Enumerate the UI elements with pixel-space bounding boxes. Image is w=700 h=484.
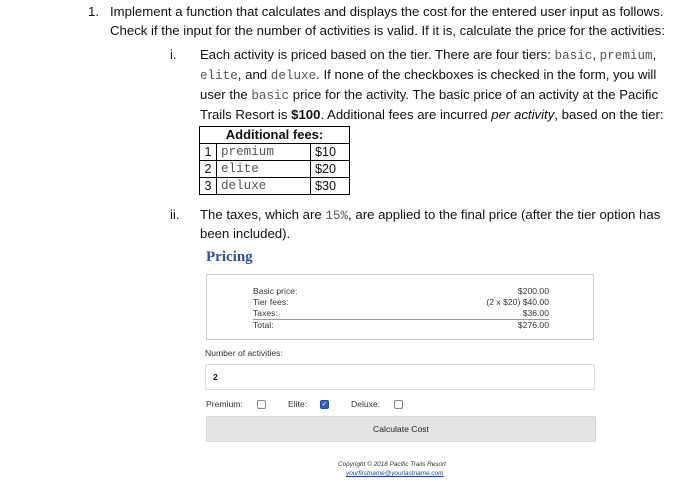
tier-basic-code: basic [251, 89, 290, 103]
item-i-text: , based on the tier: [554, 107, 664, 122]
total-amount: $276.00 [517, 320, 549, 330]
basic-price-amount: $200.00 [517, 286, 549, 296]
question-number: 1. [88, 4, 99, 19]
premium-checkbox[interactable] [257, 400, 266, 409]
deluxe-checkbox[interactable] [394, 400, 403, 409]
tier-fees-label: Tier fees: [253, 297, 289, 307]
deluxe-label: Deluxe: [351, 399, 381, 409]
tier-basic-code: basic [554, 49, 593, 63]
tax-rate-code: 15% [325, 209, 349, 223]
item-i-line-3 [200, 86, 658, 105]
table-row [200, 178, 350, 195]
price-summary-box [206, 274, 594, 340]
item-ii-text: , are applied to the final price (after the tier option has [348, 207, 661, 222]
elite-label: Elite: [288, 399, 308, 409]
item-i-text: , [592, 47, 596, 62]
question-line-2: Check if the input for the number of activities is valid. If it is, calculate the price for the activities: [110, 23, 665, 38]
fee-tier: premium [217, 144, 311, 161]
tier-premium-code: premium [599, 49, 653, 63]
fees-table-header: Additional fees: [200, 127, 350, 144]
item-ii-line-1 [200, 206, 660, 225]
tier-fees-amount: (2 x $20) $40.00 [486, 297, 549, 307]
item-ii-line-2: been included). [200, 226, 291, 241]
table-row [200, 161, 350, 178]
pricing-heading: Pricing [206, 249, 253, 265]
tier-elite-code: elite [200, 69, 238, 83]
fee-index: 1 [200, 144, 217, 161]
email-link[interactable]: yourfirstname@yourlastname.com [346, 470, 444, 477]
activities-input-value: 2 [213, 372, 218, 382]
fee-amount: $20 [311, 161, 350, 178]
fee-index: 3 [200, 178, 217, 195]
additional-fees-table [199, 126, 350, 195]
tier-deluxe-code: deluxe [270, 69, 317, 83]
item-i-text: price for the activity. The basic price of an activity at the Pacific [289, 87, 659, 102]
basic-price-label: Basic price: [253, 286, 298, 296]
taxes-amount: $36.00 [522, 308, 549, 318]
total-label: Total: [253, 320, 274, 330]
fee-tier: elite [217, 161, 311, 178]
item-i-text: user the [200, 87, 252, 102]
copyright-text: Copyright © 2018 Pacific Trails Resort [338, 461, 446, 468]
fee-amount: $10 [311, 144, 350, 161]
fee-tier: deluxe [217, 178, 311, 195]
summary-divider [253, 319, 549, 320]
item-i-text: Trails Resort is [200, 107, 292, 122]
item-i-text: . If none of the checkboxes is checked in the form, you will [316, 67, 657, 82]
item-ii-marker: ii. [170, 207, 180, 222]
item-i-line-4 [200, 106, 664, 123]
item-i-text: , [652, 47, 657, 62]
item-i-text: Each activity is priced based on the tier. There are four tiers: [200, 47, 555, 62]
activities-label: Number of activities: [205, 348, 283, 358]
item-i-emphasis: per activity [491, 107, 555, 122]
item-i-line-2 [200, 66, 656, 85]
basic-price-value: $100 [291, 107, 321, 122]
fee-index: 2 [200, 161, 217, 178]
calculate-cost-button[interactable]: Calculate Cost [206, 416, 596, 442]
item-i-marker: i. [170, 47, 177, 62]
item-ii-text: The taxes, which are [200, 207, 326, 222]
taxes-label: Taxes: [253, 308, 278, 318]
table-row [200, 144, 350, 161]
activities-input[interactable] [205, 364, 595, 390]
premium-label: Premium: [206, 399, 243, 409]
item-i-text: , and [237, 67, 271, 82]
elite-checkbox[interactable] [320, 400, 329, 409]
item-i-text: . Additional fees are incurred [320, 107, 492, 122]
question-line-1: Implement a function that calculates and displays the cost for the entered user input as follows. [110, 4, 664, 19]
item-i-line-1 [200, 46, 656, 65]
fee-amount: $30 [311, 178, 350, 195]
